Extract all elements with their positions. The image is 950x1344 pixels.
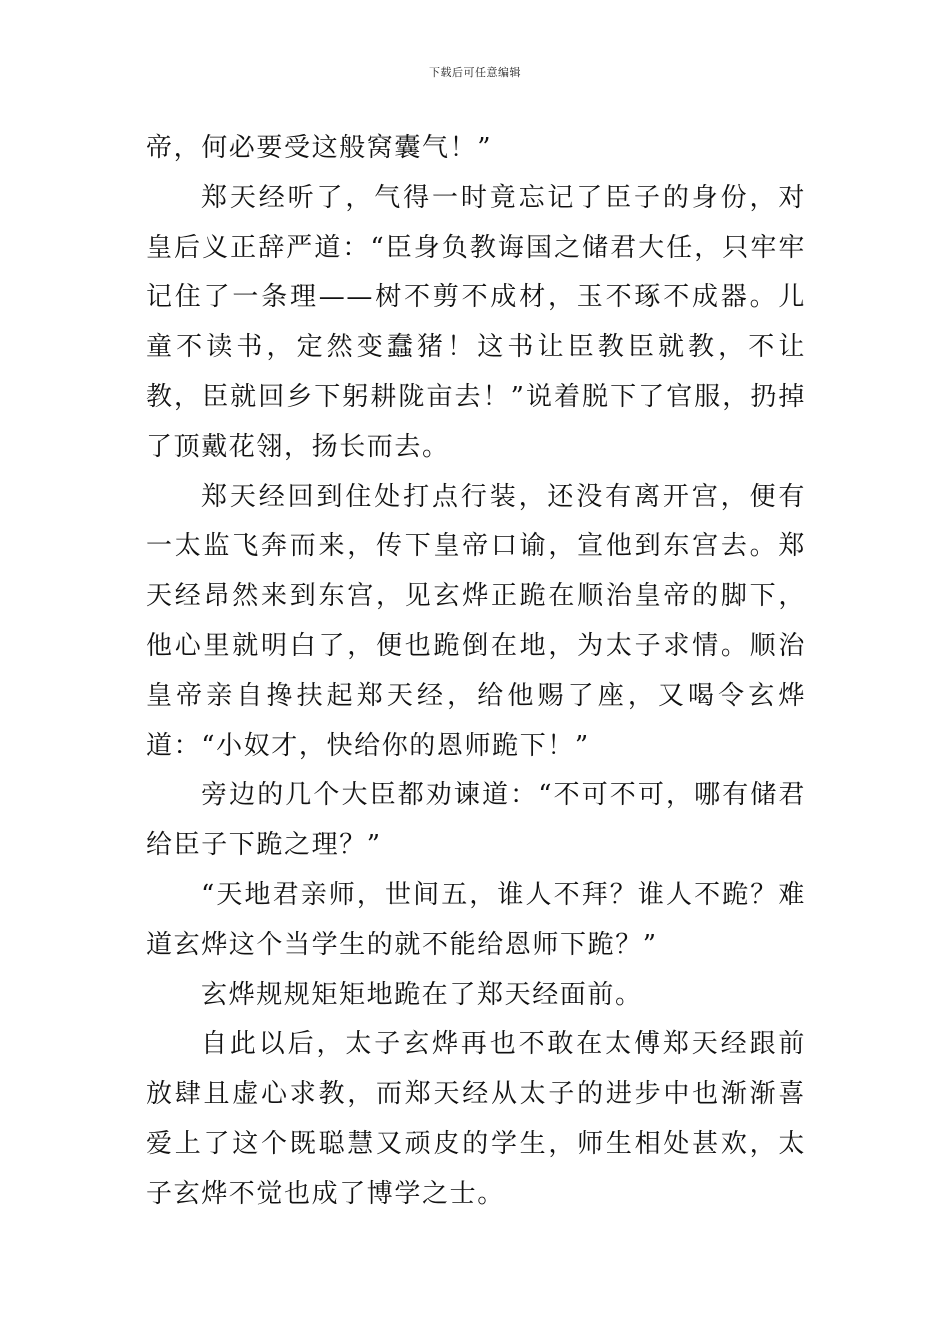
paragraph: 旁边的几个大臣都劝谏道：“不可不可，哪有储君给臣子下跪之理？” [146,780,806,861]
paragraph: 自此以后，太子玄烨再也不敢在太傅郑天经跟前放肆且虚心求教，而郑天经从太子的进步中也渐渐喜爱上了这个既聪慧又顽皮的学生，师生相处甚欢，太子玄烨不觉也成了博学之士。 [146,1029,806,1209]
paragraph: “天地君亲师，世间五，谁人不拜？谁人不跪？难道玄烨这个当学生的就不能给恩师下跪？” [146,879,806,960]
paragraph: 郑天经听了，气得一时竟忘记了臣子的身份，对皇后义正辞严道：“臣身负教诲国之储君大任，只牢牢记住了一条理——树不剪不成材，玉不琢不成器。儿童不读书，定然变蠢猪！这书让臣教臣就教，不让教，臣就回乡下躬耕陇亩去！”说着脱下了官服，扔掉了顶戴花翎，扬长而去。 [146,182,806,462]
paragraph: 玄烨规规矩矩地跪在了郑天经面前。 [201,979,643,1010]
paragraph: 郑天经回到住处打点行装，还没有离开宫，便有一太监飞奔而来，传下皇帝口谕，宣他到东宫去。郑天经昂然来到东宫，见玄烨正跪在顺治皇帝的脚下，他心里就明白了，便也跪倒在地，为太子求情。顺治皇帝亲自搀扶起郑天经，给他赐了座，又喝令玄烨道：“小奴才，快给你的恩师跪下！” [146,481,806,761]
paragraph: 帝，何必要受这般窝囊气！” [146,133,493,163]
page-header: 下载后可任意编辑 [429,66,521,79]
document-body [146,124,806,1220]
